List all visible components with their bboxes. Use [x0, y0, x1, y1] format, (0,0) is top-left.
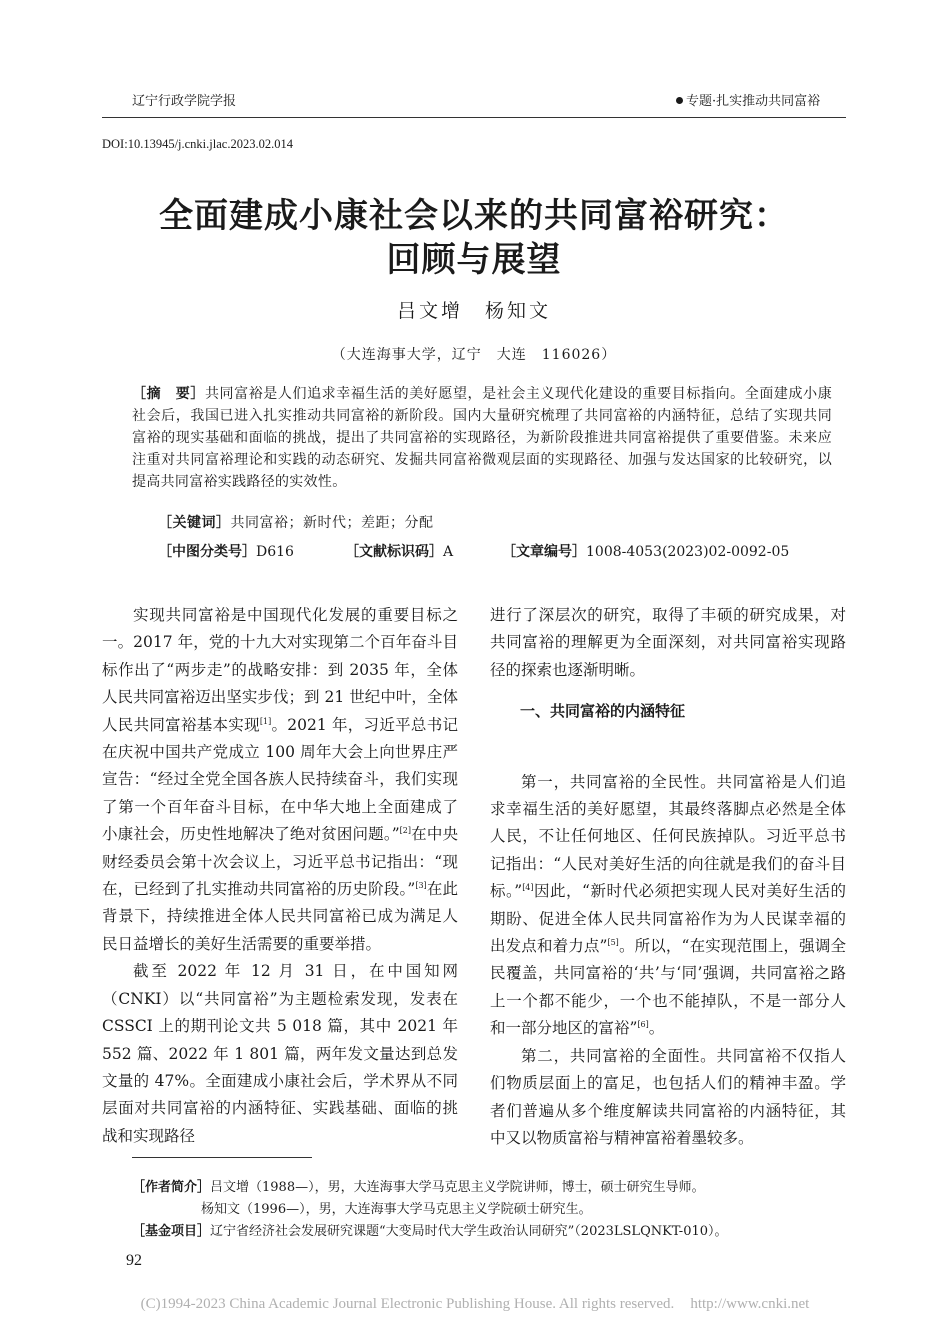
section-heading: 一、共同富裕的内涵特征 — [520, 702, 686, 721]
paragraph: 第二，共同富裕的全面性。共同富裕不仅指人们物质层面上的富足，也包括人们的精神丰盈。学者们普遍从多个维度解读共同富裕的内涵特征，其中又以物质富裕与精神富裕着墨较多。 — [490, 1046, 846, 1147]
text-run: 。所以，“在实现范围上，强调全民覆盖，共同富裕的‘共’与‘同’强调，共同富裕之路上一个都不能少，一个也不能掉队，不是一部分人和一部分地区的富裕” — [490, 937, 846, 1038]
citation-2[interactable]: [2] — [399, 826, 412, 836]
clc-label: ［中图分类号］ — [158, 544, 256, 560]
citation-3[interactable]: [3] — [415, 880, 427, 890]
journal-name: 辽宁行政学院学报 — [132, 94, 237, 109]
text-run: 实现共同富裕是中国现代化发展的重要目标之一。2017 年，党的十九大对实现第二个百年奋斗目标作出了“两步走”的战略安排：到 2035 年，全体人民共同富裕迈出坚实步伐；到 21 世纪中叶，全体人民共同富裕基本实现 — [102, 606, 458, 734]
text-run: 因此，“新时代必须把实现人民对美好生活的期盼、促进全体人民共同富裕作为为人民谋幸福的出发点和着力点” — [490, 882, 846, 956]
article-title-line2: 回顾与展望 — [386, 240, 562, 280]
copyright-watermark — [0, 1296, 950, 1313]
page-number: 92 — [126, 1252, 142, 1269]
authors: 吕文增 杨知文 — [396, 300, 551, 322]
left-column — [102, 602, 458, 1150]
paragraph: 截至 2022 年 12 月 31 日，在中国知网（CNKI）以“共同富裕”为主题检索发现，发表在 CSSCI 上的期刊论文共 5 018 篇，其中 2021 年 552 篇、2022 年 1 801 篇，两年发文量达到总发文量的 47%。全面建成小康社会后，学术界从不同层面对共同富裕的内涵特征、实践基础、面临的挑战和实现路径 — [102, 962, 458, 1145]
paragraph: 进行了深层次的研究，取得了丰硕的研究成果，对共同富裕的理解更为全面深刻，对共同富裕实现路径的探索也逐渐明晰。 — [490, 606, 846, 679]
doi[interactable]: DOI:10.13945/j.cnki.jlac.2023.02.014 — [102, 137, 293, 151]
doc-label: ［文献标识码］ — [345, 544, 443, 560]
keywords-text: 共同富裕；新时代；差距；分配 — [230, 515, 434, 531]
section-text: 专题·扎实推动共同富裕 — [686, 94, 821, 109]
art-label: ［文章编号］ — [502, 544, 586, 560]
fund-label: ［基金项目］ — [132, 1224, 211, 1239]
clc-value: D616 — [256, 544, 294, 560]
author-bio-label: ［作者简介］ — [132, 1180, 211, 1195]
citation-5[interactable]: [5] — [607, 937, 619, 947]
author-bio-2: 杨知文（1996—），男，大连海事大学马克思主义学院硕士研究生。 — [201, 1202, 592, 1217]
abstract — [132, 383, 832, 493]
text-run: 在中央财经委员会第十次会议上，习近平总书记指出：“现在，已经到了扎实推动共同富裕的历史阶段。” — [102, 825, 458, 899]
document-code — [345, 541, 453, 561]
footnote-divider — [132, 1157, 312, 1158]
abstract-label: ［摘 要］ — [132, 386, 205, 402]
section-label — [676, 90, 846, 109]
paragraph — [102, 602, 458, 958]
right-column — [490, 602, 846, 1152]
keywords-label: ［关键词］ — [158, 515, 231, 531]
clc-number — [158, 541, 294, 561]
citation-1[interactable]: [1] — [259, 716, 272, 726]
affiliation: （大连海事大学，辽宁 大连 116026） — [331, 347, 617, 363]
citation-4[interactable]: [4] — [522, 883, 534, 893]
fund-info — [132, 1221, 728, 1243]
article-number — [502, 541, 789, 561]
text-run: 在此背景下，持续推进全体人民共同富裕已成为满足人民日益增长的美好生活需要的重要举措。 — [102, 880, 458, 953]
text-run: 。 — [648, 1019, 665, 1038]
text-run: 。2021 年，习近平总书记在庆祝中国共产党成立 100 周年大会上向世界庄严宣告：“经过全党全国各族人民持续奋斗，我们实现了第一个百年奋斗目标，在中华大地上全面建成了小康社会，历史性地解决了绝对贫困问题。” — [102, 715, 458, 844]
author-bio-text: 吕文增（1988—），男，大连海事大学马克思主义学院讲师，博士，硕士研究生导师。 — [210, 1180, 705, 1195]
fund-text: 辽宁省经济社会发展研究课题“大变局时代大学生政治认同研究”（2023LSLQNKT-010）。 — [210, 1224, 728, 1239]
cnki-link[interactable]: http://www.cnki.net — [690, 1296, 810, 1312]
doc-value: A — [443, 544, 454, 560]
abstract-text: 共同富裕是人们追求幸福生活的美好愿望，是社会主义现代化建设的重要目标指向。全面建成小康社会后，我国已进入扎实推动共同富裕的新阶段。国内大量研究梳理了共同富裕的内涵特征，总结了实现共同富裕的现实基础和面临的挑战，提出了共同富裕的实现路径，为新阶段推进共同富裕提供了重要借鉴。未来应注重对共同富裕理论和实践的动态研究、发掘共同富裕微观层面的实现路径、加强与发达国家的比较研究，以提高共同富裕实践路径的实效性。 — [132, 386, 832, 490]
header-divider — [102, 117, 846, 118]
keywords — [158, 512, 434, 532]
author-bio-1 — [132, 1177, 705, 1199]
copyright-text: (C)1994-2023 China Academic Journal Electronic Publishing House. All rights reserved. — [140, 1296, 675, 1312]
bullet-icon — [676, 97, 683, 104]
citation-6[interactable]: [6] — [637, 1020, 649, 1030]
text-run: 第一，共同富裕的全民性。共同富裕是人们追求幸福生活的美好愿望，其最终落脚点必然是全体人民，不让任何地区、任何民族掉队。习近平总书记指出：“人民对美好生活的向往就是我们的奋斗目标。” — [490, 772, 846, 901]
article-title-line1: 全面建成小康社会以来的共同富裕研究： — [159, 196, 789, 236]
paragraph — [490, 769, 846, 1043]
art-value: 1008-4053(2023)02-0092-05 — [586, 544, 790, 560]
